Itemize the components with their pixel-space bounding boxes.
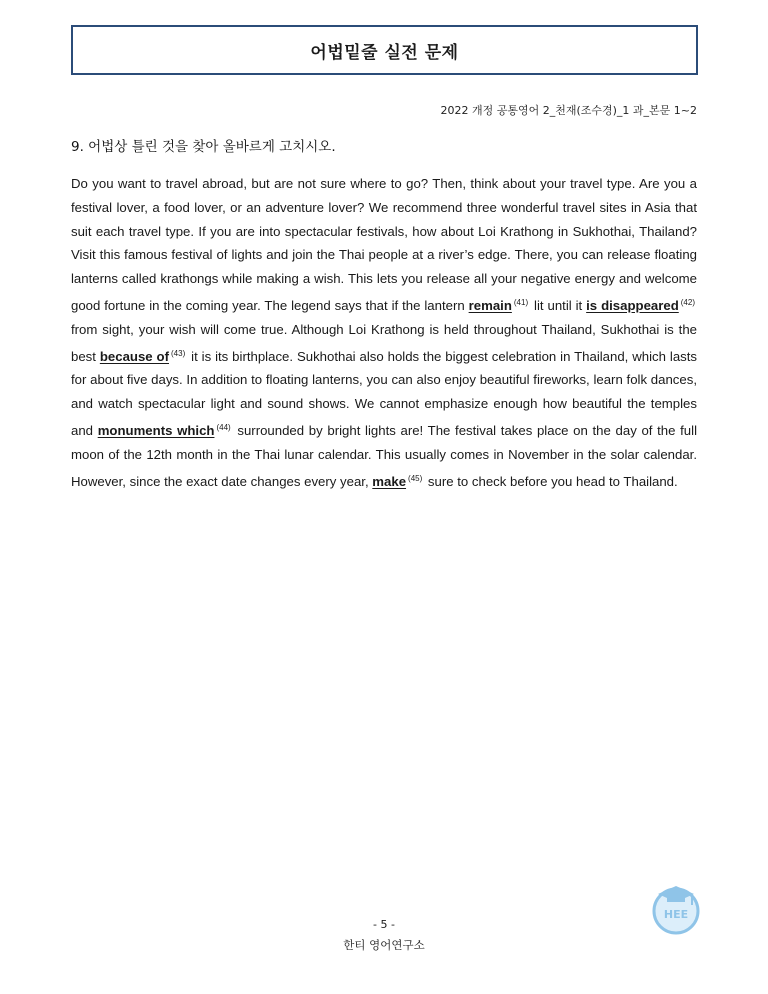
passage-text: lit until it: [530, 297, 587, 313]
underlined-item-44: monuments which: [97, 422, 215, 438]
item-number-45: (45): [408, 473, 423, 483]
logo-text: HEE: [663, 908, 689, 921]
item-number-41: (41): [513, 297, 529, 307]
passage-text: it is its birthplace. Sukhothai also holds the biggest celebration in Thailand, which lasts for about five days. In addition to floating lanterns, you can also enjoy beautiful fireworks, learn folk dances, and watch spectacular light and sound shows. We cannot emphasize enough how beautiful the temples and: [71, 348, 698, 438]
page-title: 어법밑줄 실전 문제: [310, 42, 459, 63]
title-box: [71, 25, 698, 75]
passage-text: from sight, your wish will come true. Although Loi Krathong is held throughout Thailand, Sukhothai is the best: [71, 321, 697, 364]
passage: [71, 172, 697, 493]
page-number: - 5 -: [373, 918, 395, 931]
item-number-42: (42): [680, 297, 695, 307]
underlined-item-43: because of: [99, 348, 169, 364]
underlined-item-42: is disappeared: [586, 297, 679, 313]
item-number-43: (43): [171, 348, 186, 358]
passage-text: surrounded by bright lights are! The festival takes place on the day of the full moon of the 12th month in the Thai lunar calendar. This usually comes in November in the solar calendar. However, since the exact date changes every year,: [71, 422, 697, 489]
question-prompt: 9. 어법상 틀린 것을 찾아 올바르게 고치시오.: [71, 139, 336, 155]
passage-text: Do you want to travel abroad, but are not sure where to go? Then, think about your travel type. Are you a festival lover, a food lover, or an adventure lover? We recommend three wonderful travel sites in Asia that suit each travel type. If you are into spectacular festivals, how about Loi Krathong in Sukhothai, Thailand? Visit this famous festival of lights and join the Thai people at a river’s edge. There, you can release floating lanterns called krathongs while making a wish. This lets you release all your negative energy and welcome good fortune in the coming year. The legend says that if the lantern: [71, 176, 697, 313]
item-number-44: (44): [216, 422, 231, 432]
passage-text: sure to check before you head to Thailand.: [424, 473, 678, 489]
footer-org: 한티 영어연구소: [343, 938, 425, 952]
underlined-item-45: make: [372, 473, 407, 489]
source-label: 2022 개정 공통영어 2_천재(조수경)_1 과_본문 1~2: [440, 104, 697, 117]
underlined-item-41: remain: [468, 297, 512, 313]
